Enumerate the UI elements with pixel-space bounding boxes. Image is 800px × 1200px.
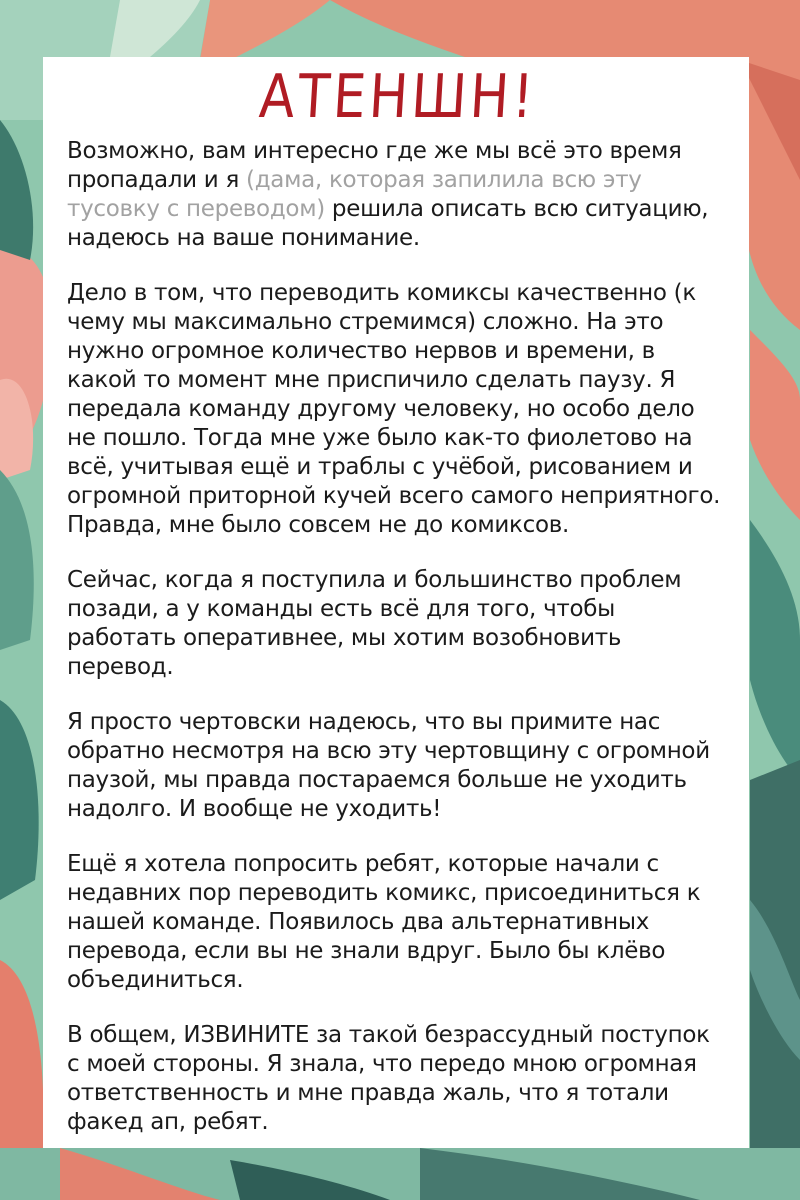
paragraph-4: Я просто чертовски надеюсь, что вы примите нас обратно несмотря на всю эту чертовщину с огромной паузой, мы правда постараемся больше не уходить надолго. И вообще не уходить! (67, 709, 710, 822)
page-title: АТЕНШН! (257, 62, 539, 132)
paragraph-1-outro: решила описать всю ситуацию, надеюсь на ваше понимание. (67, 196, 709, 251)
paragraph-2: Дело в том, что переводить комиксы качественно (к чему мы максимально стремимся) сложно. На это нужно огромное количество нервов и времени, в какой то момент мне приспичило сделать паузу. Я передала команду другому человеку, но особо дело не пошло. Тогда мне уже было как-то фиолетово на всё, учитывая ещё и траблы с учёбой, рисованием и огромной приторной кучей всего самого неприятного. Правда, мне было совсем не до комиксов. (67, 280, 721, 538)
paragraph-1-aside: (дама, которая запилила всю эту тусовку с переводом) (67, 167, 642, 222)
announcement-card (43, 57, 749, 1148)
paragraph-1 (67, 137, 729, 253)
paragraph-3: Сейчас, когда я поступила и большинство проблем позади, а у команды есть всё для того, чтобы работать оперативнее, мы хотим возобновить перевод. (67, 567, 682, 680)
paragraph-6: В общем, ИЗВИНИТЕ за такой безрассудный поступок с моей стороны. Я знала, что передо мною огромная ответственность и мне правда жаль, что я тотали факед ап, ребят. (67, 1022, 710, 1135)
paragraph-1-intro: Возможно, вам интересно где же мы всё это время пропадали и я (67, 138, 682, 193)
paragraph-5: Ещё я хотела попросить ребят, которые начали с недавних пор переводить комикс, присоединиться к нашей команде. Появилось два альтернативных перевода, если вы не знали вдруг. Было бы клёво объединиться. (67, 851, 701, 993)
